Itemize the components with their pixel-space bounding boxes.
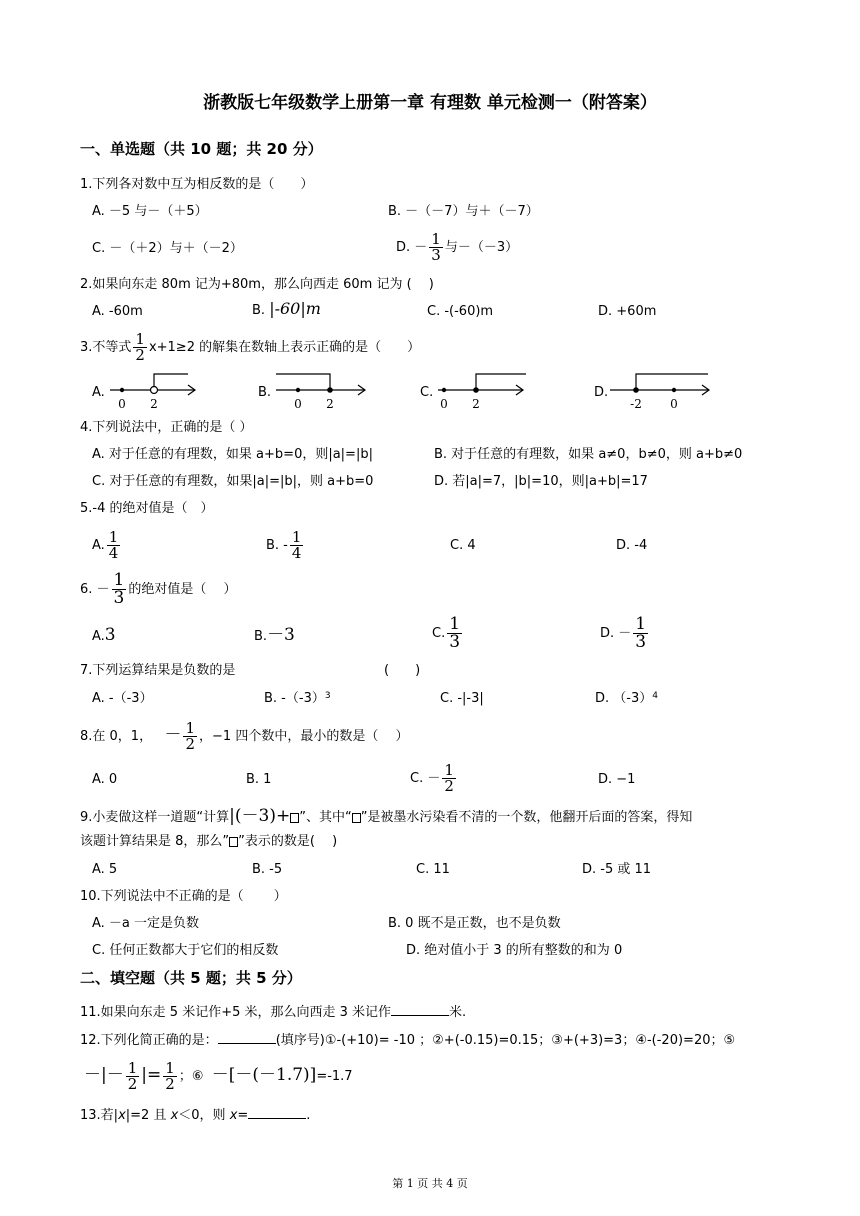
q1-option-c[interactable]: C. －（＋2）与＋（－2） xyxy=(92,241,243,256)
q6-c-fraction: $\frac{1}{3}$ xyxy=(449,614,461,652)
q9-option-d[interactable]: D. -5 或 11 xyxy=(582,862,652,877)
q7-option-c[interactable]: C. -|-3| xyxy=(440,691,484,706)
q1-option-b[interactable]: B. －（－7）与＋（－7） xyxy=(388,204,539,219)
q6-option-a[interactable]: A.3 xyxy=(92,625,116,645)
q2-option-b[interactable] xyxy=(252,300,321,320)
q3-b-tick-0: 0 xyxy=(294,397,302,411)
q7-option-a[interactable]: A. -（-3） xyxy=(92,691,153,706)
q9-option-b[interactable]: B. -5 xyxy=(252,862,283,877)
q9-ink-box-ref2 xyxy=(229,837,238,847)
q10-option-c[interactable]: C. 任何正数都大于它们的相反数 xyxy=(92,943,279,958)
q9-stem-line1: 9.小麦做这样一道题“计算|(－3)+ ”、其中“ ”是被墨水污染看不清的一个数，他翻开后面的答案，得知 xyxy=(80,806,693,826)
document-title: 浙教版七年级数学上册第一章 有理数 单元检测一（附答案） xyxy=(203,93,657,113)
q7-option-b[interactable]: B. $-(-3)^3$ xyxy=(264,691,331,706)
q4-option-d[interactable]: D. 若|a|=7，|b|=10，则|a+b|=17 xyxy=(434,474,648,489)
section-heading-fill-blank: 二、填空题（共 5 题；共 5 分） xyxy=(80,969,302,987)
q1-stem: 1.下列各对数中互为相反数的是（ ） xyxy=(80,177,314,192)
q2-option-d[interactable]: D. +60m xyxy=(598,304,657,319)
q8-option-d[interactable]: D. −1 xyxy=(598,772,636,787)
q9-expression: |(－3)+ xyxy=(229,806,291,826)
q3-stem: 3.不等式 $\frac{1}{2}$ x+1≥2 的解集在数轴上表示正确的是（ ） xyxy=(80,330,421,364)
q9-stem-line2: 该题计算结果是 8，那么” ”表示的数是( ) xyxy=(80,834,338,849)
q3-c-tick-0: 0 xyxy=(440,397,448,411)
q7-stem: 7.下列运算结果是负数的是 xyxy=(80,663,236,678)
q3-option-a-label[interactable]: A. xyxy=(92,385,105,400)
page-footer: 第 1 页 共 4 页 xyxy=(392,1177,468,1190)
q3-option-b-label[interactable]: B. xyxy=(258,385,272,400)
q3-d-tick-1: 0 xyxy=(670,397,678,411)
q4-option-c[interactable]: C. 对于任意的有理数，如果|a|=|b|，则 a+b=0 xyxy=(92,474,374,489)
q4-stem: 4.下列说法中，正确的是（ ） xyxy=(80,420,253,435)
q11-stem: 11.如果向东走 5 米记作+5 米，那么向西走 3 米记作 米. xyxy=(80,1005,467,1020)
q12-stem-line1: 12.下列化简正确的是： (填序号)①-(+10)= -10 ；②+(-0.15)=0.15；③+(+3)=3；④-(-20)=20；⑤ xyxy=(80,1033,736,1048)
q1-option-d[interactable] xyxy=(396,232,518,263)
q3-option-d-label[interactable]: D. xyxy=(594,385,609,400)
q9-ink-box-ref xyxy=(352,813,361,823)
q2-option-a[interactable]: A. -60m xyxy=(92,304,143,319)
q2-stem: 2.如果向东走 80m 记为+80m，那么向西走 60m 记为 ( ) xyxy=(80,277,434,292)
q1-option-a[interactable]: A. －5 与－（＋5） xyxy=(92,204,208,219)
q6-option-c[interactable]: C. $\frac{1}{3}$ xyxy=(432,614,461,652)
q5-stem: 5.-4 的绝对值是（ ） xyxy=(80,501,214,516)
q3-option-a-numberline[interactable] xyxy=(108,368,200,412)
q10-option-b[interactable]: B. 0 既不是正数，也不是负数 xyxy=(388,916,561,931)
q3-a-tick-0: 0 xyxy=(118,397,126,411)
q5-option-d[interactable]: D. -4 xyxy=(616,538,648,553)
q1-d-fraction: $\frac{1}{3}$ xyxy=(431,230,441,264)
q8-fraction: $\frac{1}{2}$ xyxy=(185,719,196,753)
q13-stem: 13.若|x|=2 且 x＜0，则 x= . xyxy=(80,1108,311,1123)
q12-stem-line2: －|－ $\frac{1}{2}$ |= $\frac{1}{2}$ ；⑥ －[－(－1.7)]=-1.7 xyxy=(84,1059,353,1093)
q9-option-a[interactable]: A. 5 xyxy=(92,862,118,877)
q6-option-d[interactable]: D. － $\frac{1}{3}$ xyxy=(600,614,647,652)
q3-d-tick-0: -2 xyxy=(630,397,642,411)
q12-fraction-1: $\frac{1}{2}$ xyxy=(127,1059,138,1093)
q6-d-fraction: $\frac{1}{3}$ xyxy=(635,614,647,652)
q6-fraction: $\frac{1}{3}$ xyxy=(113,570,125,608)
section-heading-single-choice: 一、单选题（共 10 题；共 20 分） xyxy=(80,140,323,158)
q3-fraction: $\frac{1}{2}$ xyxy=(135,330,145,364)
q3-c-tick-1: 2 xyxy=(472,397,480,411)
q6-stem: 6. － $\frac{1}{3}$ 的绝对值是（ ） xyxy=(80,570,237,608)
q2-b-expression: |-60|m xyxy=(269,299,321,318)
q11-answer-blank[interactable] xyxy=(391,1003,449,1016)
q8-option-a[interactable]: A. 0 xyxy=(92,772,118,787)
q8-stem: 8.在 0，1， － $\frac{1}{2}$ ，−1 四个数中，最小的数是（ ） xyxy=(80,719,409,753)
q1-d-suffix: 与－（－3） xyxy=(444,240,519,255)
q4-option-a[interactable]: A. 对于任意的有理数，如果 a+b=0，则|a|=|b| xyxy=(92,447,373,462)
q9-option-c[interactable]: C. 11 xyxy=(416,862,450,877)
q5-option-b[interactable]: B. - $\frac{1}{4}$ xyxy=(266,528,302,562)
q7-answer-paren: ( ) xyxy=(384,663,421,678)
q8-option-c[interactable]: C. － $\frac{1}{2}$ xyxy=(410,761,454,795)
q3-b-tick-1: 2 xyxy=(326,397,334,411)
q10-option-a[interactable]: A. －a 一定是负数 xyxy=(92,916,200,931)
q4-option-b[interactable]: B. 对于任意的有理数，如果 a≠0，b≠0，则 a+b≠0 xyxy=(434,447,743,462)
q7-option-d[interactable]: D. $(-3)^4$ xyxy=(595,691,658,706)
q3-option-b-numberline[interactable] xyxy=(274,368,370,412)
q3-a-tick-1: 2 xyxy=(150,397,158,411)
q3-option-c-numberline[interactable] xyxy=(436,368,528,412)
q5-b-fraction: $\frac{1}{4}$ xyxy=(291,528,302,562)
q6-option-b[interactable]: B.－3 xyxy=(254,625,295,645)
q5-a-fraction: $\frac{1}{4}$ xyxy=(108,528,119,562)
q5-option-a[interactable]: A. $\frac{1}{4}$ xyxy=(92,528,119,562)
q5-option-c[interactable]: C. 4 xyxy=(450,538,476,553)
q1-d-prefix: D. － xyxy=(396,240,428,255)
q12-fraction-2: $\frac{1}{2}$ xyxy=(165,1059,175,1093)
q10-option-d[interactable]: D. 绝对值小于 3 的所有整数的和为 0 xyxy=(406,943,623,958)
q8-c-fraction: $\frac{1}{2}$ xyxy=(444,761,454,795)
q10-stem: 10.下列说法中不正确的是（ ） xyxy=(80,889,287,904)
q2-b-label: B. xyxy=(252,303,266,318)
q3-option-c-label[interactable]: C. xyxy=(420,385,434,400)
q12-answer-blank[interactable] xyxy=(218,1031,276,1044)
q3-option-d-numberline[interactable] xyxy=(608,368,714,412)
q8-option-b[interactable]: B. 1 xyxy=(246,772,272,787)
q2-option-c[interactable]: C. -(-60)m xyxy=(427,304,494,319)
q13-answer-blank[interactable] xyxy=(248,1106,306,1119)
q9-ink-box xyxy=(290,813,299,823)
